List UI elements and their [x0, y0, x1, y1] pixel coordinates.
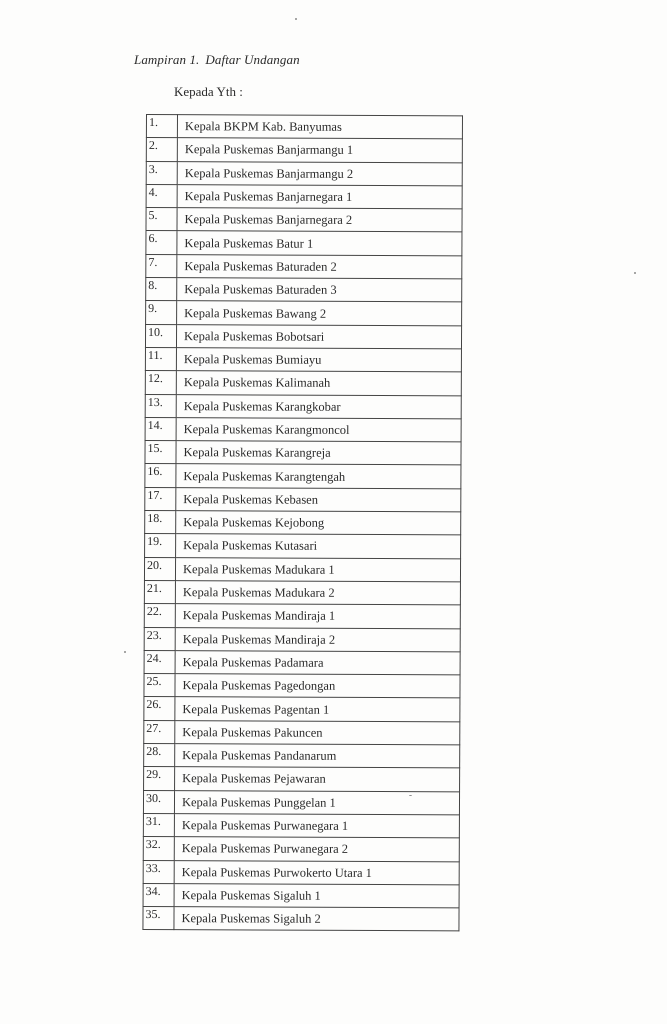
row-number: 17.	[145, 487, 176, 510]
invitee-name: Kepala Puskemas Madukara 2	[175, 581, 460, 606]
table-row	[145, 487, 461, 512]
row-number: 28.	[144, 744, 175, 767]
row-number: 32.	[143, 837, 174, 860]
invitee-table-body	[143, 115, 463, 932]
table-row	[144, 697, 460, 722]
row-number: 27.	[144, 720, 175, 743]
row-number: 3.	[146, 161, 177, 184]
table-row	[146, 231, 462, 256]
row-number: 22.	[144, 604, 175, 627]
row-number: 26.	[144, 697, 175, 720]
invitee-name: Kepala Puskemas Purwokerto Utara 1	[174, 860, 459, 885]
table-row	[145, 394, 461, 419]
invitee-name: Kepala Puskemas Kejobong	[176, 511, 461, 536]
invitee-name: Kepala Puskemas Batur 1	[177, 231, 462, 256]
table-row	[143, 860, 459, 885]
table-row	[146, 115, 462, 140]
invitee-name: Kepala Puskemas Pandanarum	[175, 744, 460, 769]
row-number: 7.	[146, 254, 177, 277]
table-row	[144, 674, 460, 699]
row-number: 24.	[144, 650, 175, 673]
row-number: 30.	[143, 790, 174, 813]
table-row	[145, 324, 461, 349]
invitee-name: Kepala BKPM Kab. Banyumas	[177, 115, 462, 140]
table-row	[144, 557, 460, 582]
row-number: 35.	[143, 907, 174, 930]
row-number: 4.	[146, 184, 177, 207]
table-row	[144, 650, 460, 675]
invitee-name: Kepala Puskemas Sigaluh 2	[174, 907, 459, 932]
invitee-name: Kepala Puskemas Banjarmangu 2	[177, 161, 462, 186]
invitee-name: Kepala Puskemas Mandiraja 1	[175, 604, 460, 629]
table-row	[143, 883, 459, 908]
scan-speck	[124, 651, 126, 653]
invitee-name: Kepala Puskemas Pagedongan	[175, 674, 460, 699]
scan-speck	[295, 18, 297, 20]
table-row	[146, 301, 462, 326]
invitee-name: Kepala Puskemas Pagentan 1	[175, 697, 460, 722]
table-row	[145, 511, 461, 536]
table-row	[145, 371, 461, 396]
invitee-name: Kepala Puskemas Banjarmangu 1	[177, 138, 462, 163]
invitee-table	[142, 114, 463, 932]
table-row	[146, 208, 462, 233]
invitee-name: Kepala Puskemas Sigaluh 1	[174, 883, 459, 908]
table-row	[146, 161, 462, 186]
row-number: 13.	[145, 394, 176, 417]
row-number: 8.	[146, 278, 177, 301]
row-number: 9.	[146, 301, 177, 324]
row-number: 10.	[145, 324, 176, 347]
row-number: 2.	[146, 138, 177, 161]
table-row	[146, 254, 462, 279]
row-number: 12.	[145, 371, 176, 394]
row-number: 20.	[144, 557, 175, 580]
invitee-name: Kepala Puskemas Karangkobar	[176, 394, 461, 419]
row-number: 14.	[145, 417, 176, 440]
invitee-name: Kepala Puskemas Pakuncen	[175, 720, 460, 745]
table-row	[145, 441, 461, 466]
table-row	[144, 604, 460, 629]
invitee-name: Kepala Puskemas Karangreja	[176, 441, 461, 466]
row-number: 6.	[146, 231, 177, 254]
invitee-name: Kepala Puskemas Baturaden 3	[177, 278, 462, 303]
scan-speck	[409, 795, 412, 796]
invitee-name: Kepala Puskemas Mandiraja 2	[175, 627, 460, 652]
invitee-name: Kepala Puskemas Bobotsari	[176, 324, 461, 349]
invitee-name: Kepala Puskemas Karangtengah	[176, 464, 461, 489]
invitee-name: Kepala Puskemas Kutasari	[176, 534, 461, 559]
table-row	[146, 278, 462, 303]
invitee-name: Kepala Puskemas Punggelan 1	[174, 790, 459, 815]
table-row	[145, 347, 461, 372]
invitee-name: Kepala Puskemas Padamara	[175, 650, 460, 675]
table-row	[144, 580, 460, 605]
invitee-name: Kepala Puskemas Bumiayu	[176, 348, 461, 373]
invitee-name: Kepala Puskemas Purwanegara 2	[174, 837, 459, 862]
invitee-name: Kepala Puskemas Banjarnegara 1	[177, 185, 462, 210]
row-number: 25.	[144, 674, 175, 697]
row-number: 23.	[144, 627, 175, 650]
row-number: 1.	[146, 115, 177, 138]
table-row	[143, 790, 459, 815]
invitee-name: Kepala Puskemas Karangmoncol	[176, 417, 461, 442]
row-number: 29.	[144, 767, 175, 790]
table-row	[144, 627, 460, 652]
invitee-name: Kepala Puskemas Kalimanah	[176, 371, 461, 396]
row-number: 15.	[145, 441, 176, 464]
recipient-line: Kepada Yth :	[174, 84, 243, 99]
table-row	[146, 184, 462, 209]
row-number: 19.	[145, 534, 176, 557]
row-number: 16.	[145, 464, 176, 487]
invitee-name: Kepala Puskemas Banjarnegara 2	[177, 208, 462, 233]
invitee-name: Kepala Puskemas Pejawaran	[175, 767, 460, 792]
invitee-name: Kepala Puskemas Kebasen	[176, 487, 461, 512]
table-row	[143, 907, 459, 932]
row-number: 33.	[143, 860, 174, 883]
table-row	[144, 720, 460, 745]
table-row	[144, 767, 460, 792]
table-row	[145, 464, 461, 489]
invitee-name: Kepala Puskemas Purwanegara 1	[174, 814, 459, 839]
scan-speck	[634, 272, 636, 274]
row-number: 18.	[145, 511, 176, 534]
invitee-name: Kepala Puskemas Madukara 1	[175, 557, 460, 582]
invitee-name: Kepala Puskemas Baturaden 2	[177, 254, 462, 279]
row-number: 34.	[143, 883, 174, 906]
row-number: 21.	[144, 580, 175, 603]
attachment-title: Daftar Undangan	[205, 52, 300, 67]
table-row	[145, 534, 461, 559]
row-number: 11.	[145, 347, 176, 370]
table-row	[143, 813, 459, 838]
table-row	[146, 138, 462, 163]
attachment-label: Lampiran 1.	[134, 52, 200, 67]
table-row	[145, 417, 461, 442]
attachment-heading	[134, 52, 300, 68]
row-number: 5.	[146, 208, 177, 231]
invitee-name: Kepala Puskemas Bawang 2	[177, 301, 462, 326]
row-number: 31.	[143, 813, 174, 836]
table-row	[144, 744, 460, 769]
table-row	[143, 837, 459, 862]
